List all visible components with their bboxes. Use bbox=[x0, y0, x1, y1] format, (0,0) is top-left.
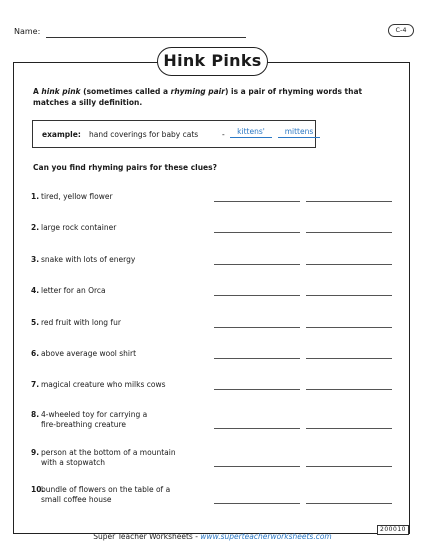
name-label: Name: bbox=[14, 27, 41, 36]
clue-text-line2: fire-breathing creature bbox=[41, 420, 127, 429]
answer-line-2[interactable] bbox=[306, 503, 392, 504]
intro-term-rhyming-pair: rhyming pair bbox=[170, 87, 225, 96]
clue-text: red fruit with long fur bbox=[41, 318, 121, 327]
clue-item bbox=[31, 255, 211, 265]
intro-text bbox=[33, 86, 393, 108]
answer-line-1[interactable] bbox=[214, 232, 300, 233]
name-input-line[interactable] bbox=[46, 37, 246, 38]
answer-line-1[interactable] bbox=[214, 466, 300, 467]
answer-line-2[interactable] bbox=[306, 201, 392, 202]
clue-number: 5. bbox=[31, 318, 40, 327]
worksheet-id-badge: 200010 bbox=[377, 525, 409, 535]
intro-part1: A bbox=[33, 87, 42, 96]
clue-item bbox=[31, 485, 211, 505]
clue-text: letter for an Orca bbox=[41, 286, 106, 295]
clue-number: 7. bbox=[31, 380, 40, 389]
clue-item bbox=[31, 448, 211, 468]
example-answer-1: kittens' bbox=[230, 127, 272, 138]
worksheet-code-badge: C-4 bbox=[388, 24, 414, 37]
clue-text-line2: with a stopwatch bbox=[41, 458, 106, 467]
answer-line-1[interactable] bbox=[214, 503, 300, 504]
answer-line-1[interactable] bbox=[214, 389, 300, 390]
clue-number: 4. bbox=[31, 286, 40, 295]
clue-text: magical creature who milks cows bbox=[41, 380, 166, 389]
clue-text: large rock container bbox=[41, 223, 117, 232]
example-answer-2: mittens bbox=[278, 127, 320, 138]
clue-number: 6. bbox=[31, 349, 40, 358]
answer-line-2[interactable] bbox=[306, 264, 392, 265]
clue-text: snake with lots of energy bbox=[41, 255, 136, 264]
answer-line-1[interactable] bbox=[214, 201, 300, 202]
clue-item bbox=[31, 286, 211, 296]
footer-brand: Super Teacher Worksheets - bbox=[93, 532, 201, 541]
intro-part2: (sometimes called a bbox=[80, 87, 171, 96]
clue-item bbox=[31, 223, 211, 233]
answer-line-1[interactable] bbox=[214, 428, 300, 429]
answer-line-2[interactable] bbox=[306, 327, 392, 328]
answer-line-2[interactable] bbox=[306, 466, 392, 467]
clue-text-line2: small coffee house bbox=[41, 495, 112, 504]
answer-line-1[interactable] bbox=[214, 358, 300, 359]
question-heading: Can you find rhyming pairs for these clues? bbox=[33, 163, 217, 172]
clue-number: 3. bbox=[31, 255, 40, 264]
page-title: Hink Pinks bbox=[157, 47, 268, 76]
answer-line-2[interactable] bbox=[306, 389, 392, 390]
clue-number: 8. bbox=[31, 410, 40, 419]
clue-text: above average wool shirt bbox=[41, 349, 137, 358]
answer-line-1[interactable] bbox=[214, 327, 300, 328]
clue-text: 4-wheeled toy for carrying a bbox=[41, 410, 148, 419]
intro-part3: ) is a pair of rhyming words that matches a silly definition. bbox=[33, 87, 363, 107]
example-label: example: bbox=[42, 130, 81, 139]
clue-text: tired, yellow flower bbox=[41, 192, 113, 201]
answer-line-2[interactable] bbox=[306, 428, 392, 429]
footer bbox=[0, 532, 425, 541]
example-box bbox=[32, 120, 316, 148]
clue-number: 9. bbox=[31, 448, 40, 457]
clue-item bbox=[31, 192, 211, 202]
footer-link[interactable]: www.superteacherworksheets.com bbox=[200, 532, 332, 541]
clue-number: 10. bbox=[31, 485, 45, 494]
clue-text: person at the bottom of a mountain bbox=[41, 448, 176, 457]
intro-term-hink-pink: hink pink bbox=[41, 87, 81, 96]
clue-number: 1. bbox=[31, 192, 40, 201]
answer-line-2[interactable] bbox=[306, 232, 392, 233]
answer-line-1[interactable] bbox=[214, 264, 300, 265]
answer-line-2[interactable] bbox=[306, 358, 392, 359]
answer-line-2[interactable] bbox=[306, 295, 392, 296]
clue-item bbox=[31, 318, 211, 328]
example-dash: - bbox=[222, 130, 225, 139]
answer-line-1[interactable] bbox=[214, 295, 300, 296]
example-clue: hand coverings for baby cats bbox=[89, 130, 199, 139]
clue-item bbox=[31, 349, 211, 359]
clue-item bbox=[31, 410, 211, 430]
clue-item bbox=[31, 380, 211, 390]
clue-text: bundle of flowers on the table of a bbox=[41, 485, 171, 494]
clue-number: 2. bbox=[31, 223, 40, 232]
